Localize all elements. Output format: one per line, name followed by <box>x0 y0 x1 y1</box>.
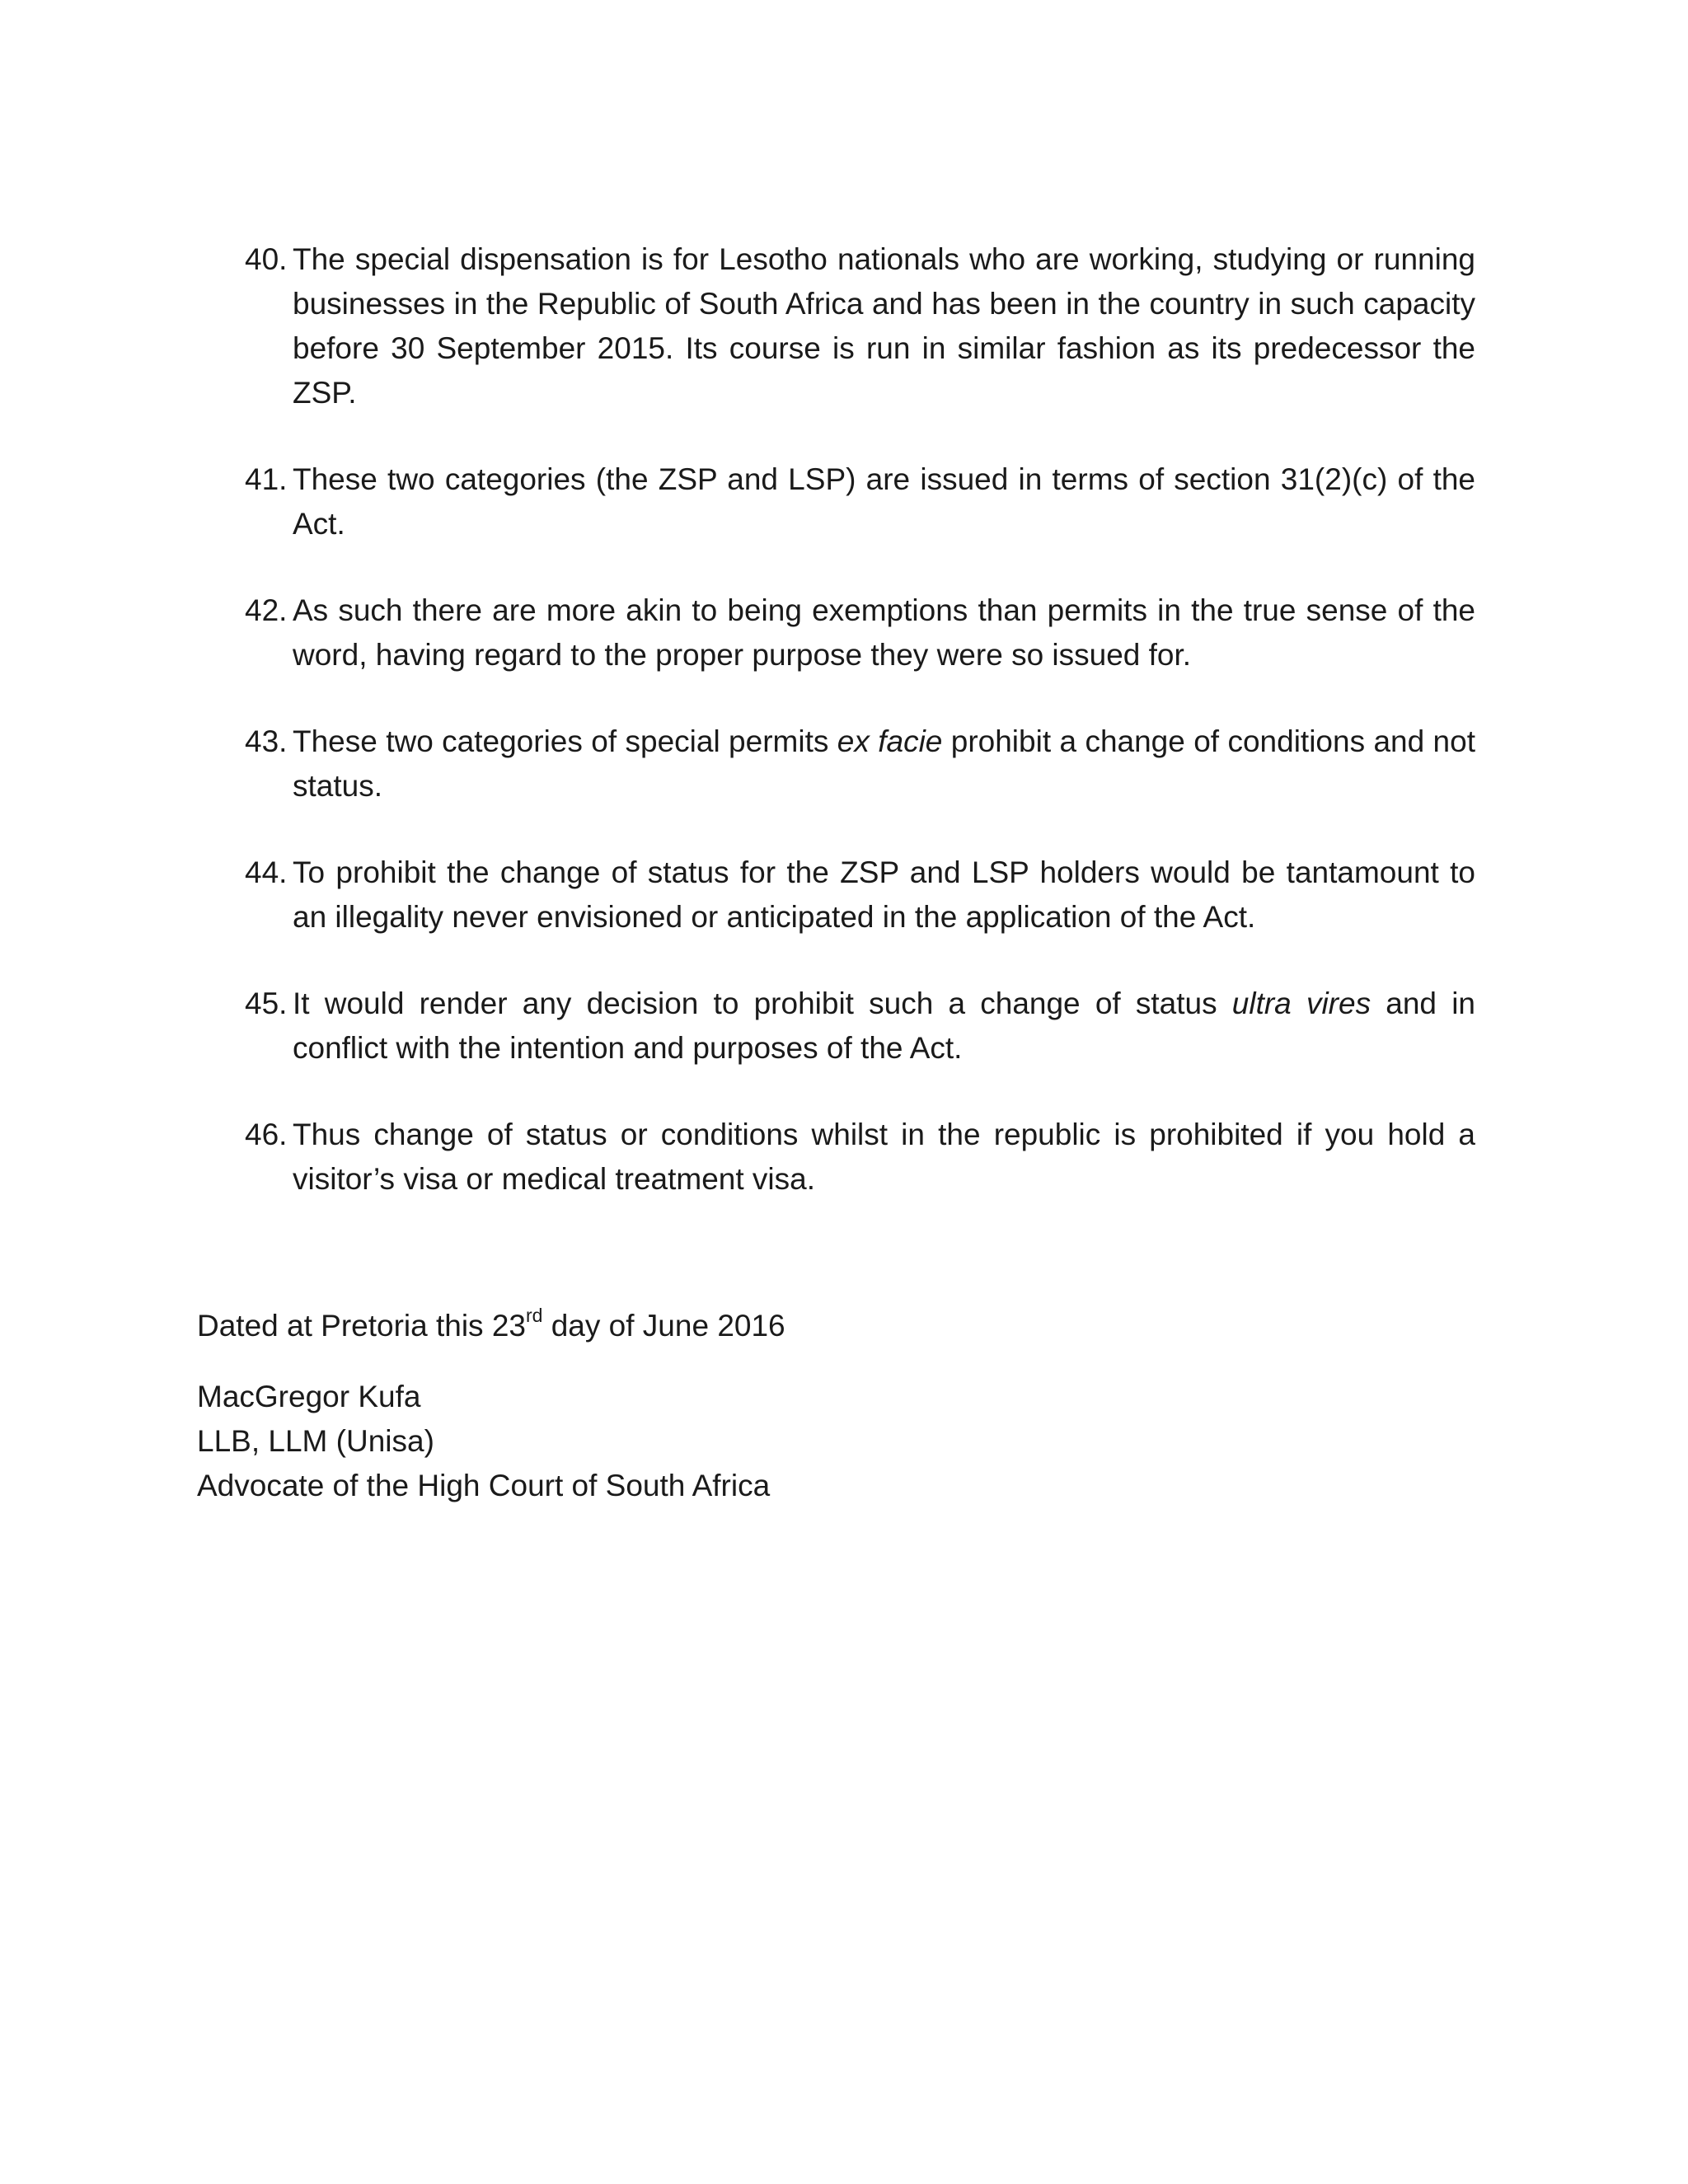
dated-text-before: Dated at Pretoria this 23 <box>197 1309 526 1343</box>
paragraph-text: To prohibit the change of status for the ZSP and LSP holders would be tantamount to an illegality never envisioned or anticipated in the application of the Act. <box>293 855 1475 934</box>
dated-ordinal-suffix: rd <box>526 1305 543 1326</box>
paragraph-text-italic: ex facie <box>837 724 943 758</box>
paragraph-text: These two categories (the ZSP and LSP) are issued in terms of section 31(2)(c) of the Act. <box>293 462 1475 541</box>
paragraph-number: 46. <box>245 1118 288 1151</box>
paragraph-number: 43. <box>245 724 288 758</box>
paragraph-text <box>293 987 1475 1065</box>
signatory-name: MacGregor Kufa <box>197 1380 421 1413</box>
paragraph-number: 45. <box>245 987 288 1020</box>
paragraph-44 <box>239 851 1475 940</box>
paragraph-41 <box>239 457 1475 546</box>
signatory-title: Advocate of the High Court of South Africa <box>197 1469 771 1502</box>
paragraph-46 <box>239 1113 1475 1202</box>
paragraph-42 <box>239 588 1475 677</box>
paragraph-45 <box>239 982 1475 1071</box>
paragraph-43 <box>239 719 1475 808</box>
signature-block <box>197 1304 785 1508</box>
paragraph-text-after: prohibit a change of conditions and not status. <box>293 724 1475 803</box>
paragraph-number: 44. <box>245 855 288 889</box>
paragraph-number: 42. <box>245 593 288 627</box>
paragraph-text: As such there are more akin to being exemptions than permits in the true sense of the word, having regard to the proper purpose they were so issued for. <box>293 593 1475 672</box>
paragraph-number: 40. <box>245 242 288 276</box>
paragraph-number: 41. <box>245 462 288 496</box>
paragraph-text: The special dispensation is for Lesotho nationals who are working, studying or running businesses in the Republic of South Africa and has been in the country in such capacity before 30 September 2015. Its course is run in similar fashion as its predecessor the ZSP. <box>293 242 1475 410</box>
paragraph-40 <box>239 237 1475 415</box>
dated-line <box>197 1304 785 1348</box>
paragraph-text-italic: ultra vires <box>1231 987 1372 1020</box>
paragraph-text-before: It would render any decision to prohibit such a change of status <box>293 987 1232 1020</box>
paragraph-text-before: These two categories of special permits <box>293 724 837 758</box>
paragraph-text-after: and in conflict with the intention and purposes of the Act. <box>293 987 1475 1065</box>
paragraph-text: Thus change of status or conditions whilst in the republic is prohibited if you hold a visitor’s visa or medical treatment visa. <box>293 1118 1475 1196</box>
paragraph-text <box>293 724 1475 803</box>
signatory-qualifications: LLB, LLM (Unisa) <box>197 1424 434 1458</box>
dated-text-after: day of June 2016 <box>542 1309 785 1343</box>
numbered-paragraph-list <box>239 237 1475 1244</box>
